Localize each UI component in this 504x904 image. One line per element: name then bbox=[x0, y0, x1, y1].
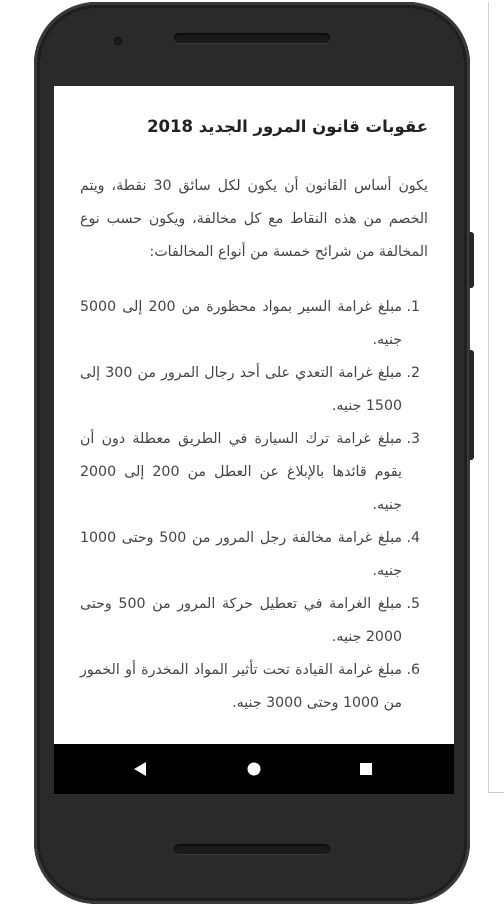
list-item: 3. مبلغ غرامة ترك السيارة في الطريق معطلة دون أن يقوم قائدها بالإبلاغ عن العطل من 200 إلى 2000 جنيه. bbox=[80, 423, 402, 522]
phone-screen bbox=[54, 86, 454, 744]
list-item: 1. مبلغ غرامة السير بمواد محظورة من 200 إلى 5000 جنيه. bbox=[80, 291, 402, 357]
volume-button[interactable] bbox=[469, 232, 474, 288]
list-item: 6. مبلغ غرامة القيادة تحت تأثير المواد المخدرة أو الخمور من 1000 وحتى 3000 جنيه. bbox=[80, 654, 402, 720]
list-item: 2. مبلغ غرامة التعدي على أحد رجال المرور من 300 إلى 1500 جنيه. bbox=[80, 357, 402, 423]
home-circle-icon[interactable] bbox=[242, 744, 266, 794]
list-item: 5. مبلغ الغرامة في تعطيل حركة المرور من 500 وحتى 2000 جنيه. bbox=[80, 588, 402, 654]
list-item: 4. مبلغ غرامة مخالفة رجل المرور من 500 وحتى 1000 جنيه. bbox=[80, 522, 402, 588]
front-camera bbox=[114, 37, 122, 45]
article-intro: يكون أساس القانون أن يكون لكل سائق 30 نقطة، ويتم الخصم من هذه النقاط مع كل مخالفة، ويكون حسب نوع المخالفة من شرائح خمسة من أنواع المخالفات: bbox=[80, 178, 428, 260]
top-speaker-grille bbox=[174, 33, 330, 43]
power-button[interactable] bbox=[469, 350, 474, 460]
background-card bbox=[488, 2, 504, 793]
article-content bbox=[80, 86, 428, 720]
article-title: عقوبات قانون المرور الجديد 2018 bbox=[147, 117, 428, 136]
back-triangle-icon[interactable] bbox=[128, 744, 152, 794]
recents-square-icon[interactable] bbox=[354, 744, 378, 794]
penalties-list bbox=[80, 291, 428, 720]
android-navigation-bar bbox=[54, 744, 454, 794]
bottom-speaker-grille bbox=[174, 844, 330, 854]
